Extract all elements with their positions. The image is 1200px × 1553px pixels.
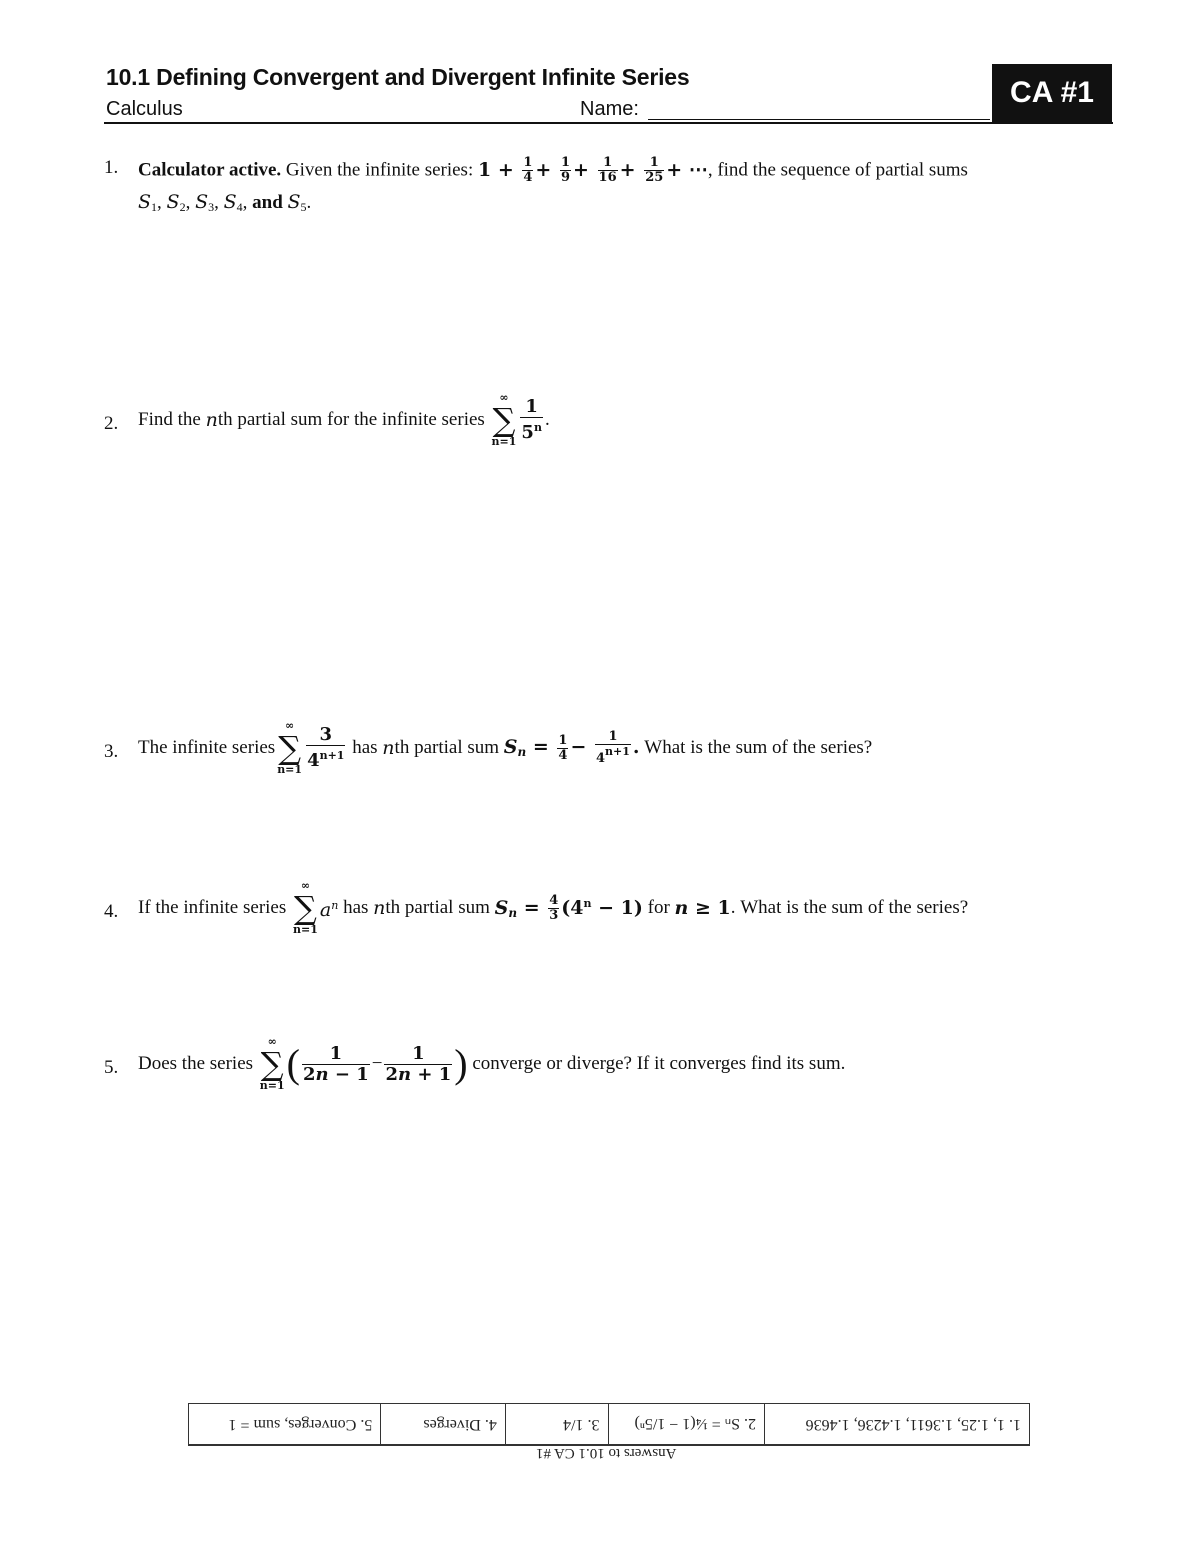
partial-sum-formula: $S_n$ = $\frac{1}{4}$ − $\frac{1}{4^{n+1}}$ . (503, 729, 640, 766)
question-text: for (647, 897, 670, 918)
course-label: Calculus (106, 98, 183, 120)
header-rule (104, 122, 1113, 124)
question-number: 3. (104, 741, 119, 762)
assessment-badge: CA #1 (992, 64, 1112, 122)
question-text: has (343, 897, 369, 918)
answer-cell: 5. Converges, sum = 1 (228, 1416, 373, 1433)
question-number: 5. (104, 1057, 119, 1078)
partial-sums-list: $S_1$, $S_2$, $S_3$, $S_4$, and $S_5$. (138, 191, 312, 214)
name-blank-line[interactable] (648, 119, 990, 120)
worksheet-title: 10.1 Defining Convergent and Divergent Infinite Series (106, 64, 690, 90)
question-text: What is the sum of the series? (740, 897, 969, 918)
summation-symbol: ∞ ∑ n=1 (259, 1035, 285, 1092)
series-term: $\frac{1}{5^n}$ (521, 396, 542, 443)
question-text: , find the sequence of partial sums (707, 159, 968, 181)
question-text: Given the infinite series: (285, 159, 474, 181)
answer-cell: 1. 1, 1.25, 1.3611, 1.4236, 1.4636 (764, 1404, 1029, 1444)
question-text: th partial sum for the infinite series (217, 409, 485, 430)
series-term: $\frac{3}{4^{n+1}}$ (307, 724, 345, 771)
question-number: 2. (104, 413, 119, 434)
answer-cell: 4. Diverges (380, 1404, 505, 1444)
partial-sum-formula: $S_n$ = $\frac{4}{3}$ $(4^n - 1)$ (494, 893, 643, 923)
series-expression: 1 + $\frac{1}{4}$ + $\frac{1}{9}$ + $\frac{1}{16}$ + $\frac{1}{25}$ + ⋯ (477, 155, 708, 185)
question-text: The infinite series (138, 737, 276, 758)
answer-cell: 3. 1/4 (505, 1404, 608, 1444)
question-text: converge or diverge? If it converges find its sum. (472, 1053, 846, 1074)
answer-key-caption: Answers to 10.1 CA #1 (536, 1445, 677, 1461)
question-text: th partial sum (394, 737, 500, 758)
question-number: 4. (104, 901, 119, 922)
series-term: $\frac{1}{2n - 1}$ (302, 1042, 369, 1085)
name-label: Name: (580, 98, 639, 120)
question-text: What is the sum of the series? (644, 737, 873, 758)
series-term: $\frac{1}{2n + 1}$ (385, 1042, 452, 1085)
question-text: Does the series (138, 1053, 254, 1074)
question-text: If the infinite series (138, 897, 287, 918)
question-text: has (352, 737, 378, 758)
condition: n ≥ 1 (674, 897, 731, 919)
summation-symbol: ∞ ∑ n=1 (491, 391, 517, 448)
series-term: $a^n$ (319, 899, 339, 921)
question-text: th partial sum (385, 897, 490, 918)
answer-key-table (188, 1403, 1030, 1445)
calculator-note: Calculator active. (138, 159, 282, 181)
summation-symbol: ∞ ∑ n=1 (277, 719, 303, 776)
question-text: Find the (138, 409, 201, 430)
answer-cell: 2. Sₙ = ¼(1 − 1/5ⁿ) (608, 1404, 764, 1444)
summation-symbol: ∞ ∑ n=1 (293, 879, 318, 936)
question-number: 1. (104, 157, 119, 178)
